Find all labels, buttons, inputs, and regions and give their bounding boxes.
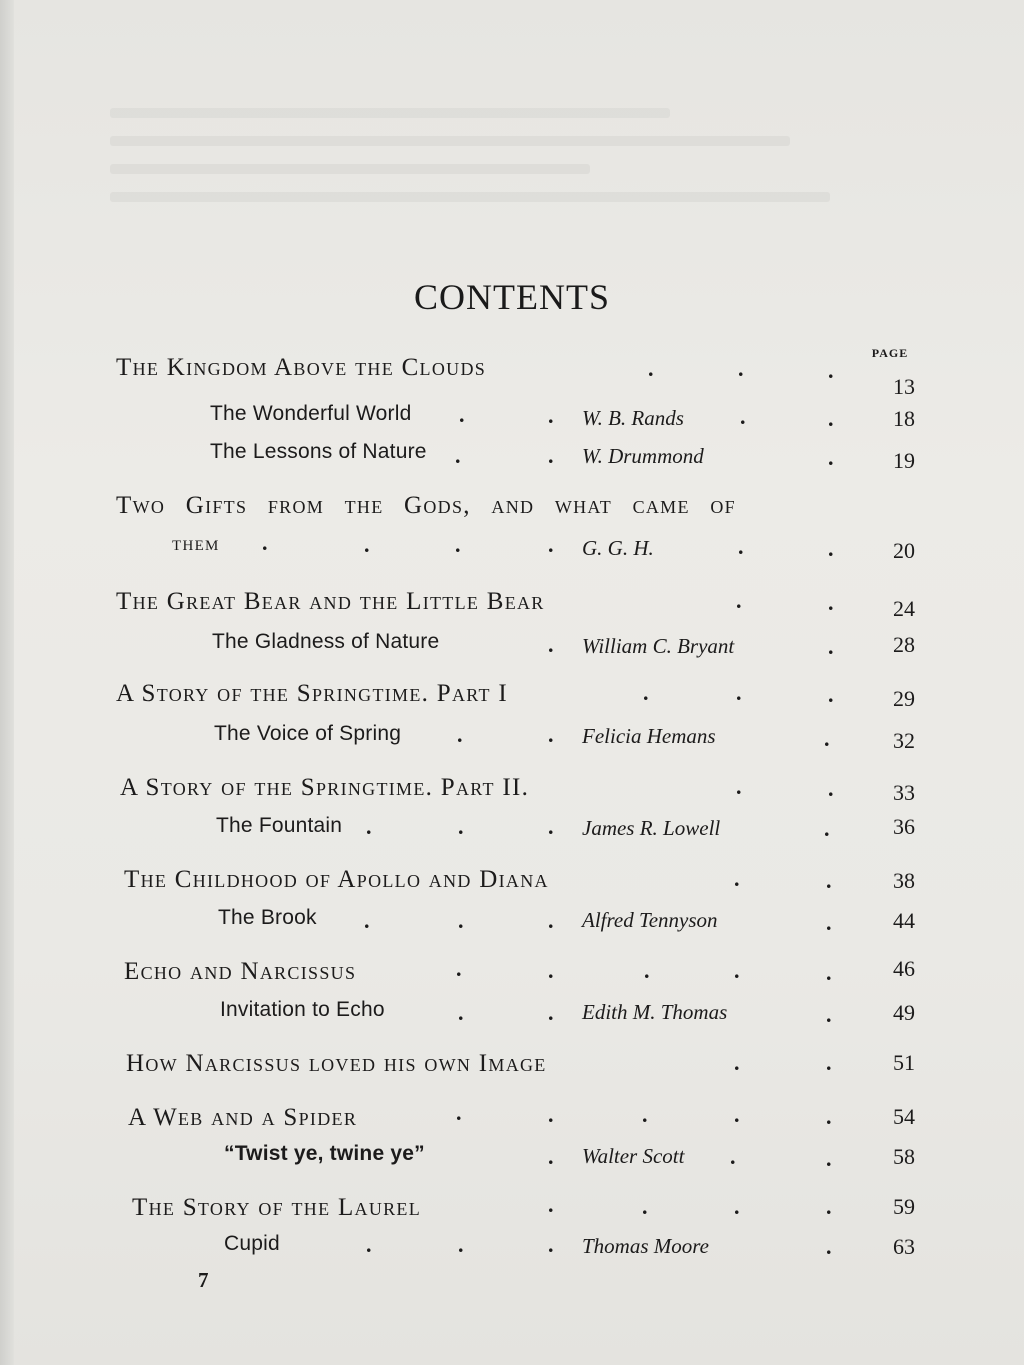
toc-entry — [0, 678, 1024, 718]
entry-author: Edith M. Thomas — [582, 1000, 728, 1024]
leader-dot: . — [828, 536, 834, 561]
leader-dot: . — [730, 1144, 736, 1169]
entry-title: The Kingdom Above the Clouds — [116, 354, 487, 381]
leader-dot: . — [643, 680, 649, 705]
leader-dot: . — [734, 1050, 740, 1075]
leader-dot: . — [548, 908, 554, 933]
leader-dot: . — [736, 588, 742, 613]
leader-dot: . — [648, 356, 654, 381]
leader-dot: . — [734, 1194, 740, 1219]
toc-entry — [0, 630, 1024, 670]
entry-page: 18 — [893, 406, 915, 431]
leader-dot: . — [826, 1234, 832, 1259]
leader-dot: . — [458, 908, 464, 933]
leader-dot: . — [826, 1194, 832, 1219]
entry-author: Alfred Tennyson — [582, 908, 718, 932]
entry-title: “Twist ye, twine ye” — [224, 1142, 425, 1165]
leader-dot: . — [826, 1146, 832, 1171]
leader-dot: . — [548, 443, 554, 468]
entry-page: 38 — [893, 868, 915, 893]
entry-page: 24 — [893, 596, 915, 621]
leader-dot: . — [826, 1050, 832, 1075]
toc-entry — [0, 1048, 1024, 1088]
leader-dot: . — [458, 1000, 464, 1025]
leader-dot: . — [826, 1002, 832, 1027]
toc-entry — [0, 722, 1024, 762]
entry-page: 63 — [893, 1234, 915, 1259]
entry-author: Walter Scott — [582, 1144, 685, 1168]
leader-dot: . — [366, 814, 372, 839]
entry-author: William C. Bryant — [582, 634, 735, 658]
toc-entry — [0, 1102, 1024, 1142]
leader-dot: . — [364, 532, 370, 557]
entry-page: 32 — [893, 728, 915, 753]
leader-dot: . — [734, 958, 740, 983]
leader-dot: . — [262, 530, 268, 555]
leader-dot: . — [826, 868, 832, 893]
entry-author: Felicia Hemans — [582, 724, 716, 748]
entry-title: The Voice of Spring — [214, 722, 402, 745]
leader-dot: . — [826, 910, 832, 935]
toc-entry — [0, 1142, 1024, 1182]
leader-dot: . — [738, 356, 744, 381]
entry-title: The Lessons of Nature — [210, 440, 427, 463]
entry-page: 58 — [893, 1144, 915, 1169]
leader-dot: . — [548, 1144, 554, 1169]
entry-page: 33 — [893, 780, 915, 805]
leader-dot: . — [740, 404, 746, 429]
entry-author: W. Drummond — [582, 444, 704, 468]
toc-entry — [0, 1192, 1024, 1232]
leader-dot: . — [828, 590, 834, 615]
page-column-label: PAGE — [871, 346, 909, 360]
entry-page: 49 — [893, 1000, 915, 1025]
leader-dot: . — [548, 532, 554, 557]
toc-entry — [0, 864, 1024, 904]
toc-entry — [0, 772, 1024, 812]
leader-dot: . — [548, 814, 554, 839]
toc-entry — [0, 492, 1024, 572]
entry-page: 20 — [893, 538, 915, 563]
entry-page: 54 — [893, 1104, 915, 1129]
entry-page: 29 — [893, 686, 915, 711]
leader-dot: . — [366, 1232, 372, 1257]
entry-page: 51 — [893, 1050, 915, 1075]
leader-dot: . — [364, 908, 370, 933]
entry-author: W. B. Rands — [582, 406, 684, 430]
page-title: CONTENTS — [414, 277, 610, 317]
leader-dot: . — [826, 1104, 832, 1129]
entry-page: 13 — [893, 374, 915, 399]
leader-dot: . — [548, 632, 554, 657]
leader-dot: . — [736, 774, 742, 799]
leader-dot: . — [642, 1194, 648, 1219]
toc-entry — [0, 1232, 1024, 1272]
leader-dot: . — [455, 443, 461, 468]
entry-page: 36 — [893, 814, 915, 839]
entry-author: G. G. H. — [582, 536, 654, 560]
toc-entry — [0, 906, 1024, 946]
leader-dot: . — [456, 956, 462, 981]
leader-dot: . — [548, 1000, 554, 1025]
entry-title: The Childhood of Apollo and Diana — [124, 866, 549, 893]
entry-author: Thomas Moore — [582, 1234, 709, 1258]
entry-title: Invitation to Echo — [220, 998, 385, 1021]
leader-dot: . — [548, 1192, 554, 1217]
leader-dot: . — [736, 680, 742, 705]
leader-dot: . — [548, 1102, 554, 1127]
leader-dot: . — [738, 534, 744, 559]
entry-page: 44 — [893, 908, 915, 933]
entry-title: How Narcissus loved his own Image — [126, 1050, 547, 1077]
entry-title: Two Gifts from the Gods, and what came of — [116, 492, 736, 519]
entry-page: 46 — [893, 956, 915, 981]
entry-title: The Wonderful World — [210, 402, 412, 425]
toc-entry — [0, 814, 1024, 854]
entry-title: A Web and a Spider — [128, 1104, 358, 1131]
entry-page: 19 — [893, 448, 915, 473]
entry-title: Echo and Narcissus — [124, 958, 357, 985]
toc-entry — [0, 586, 1024, 626]
leader-dot: . — [734, 1102, 740, 1127]
leader-dot: . — [548, 1232, 554, 1257]
leader-dot: . — [644, 958, 650, 983]
leader-dot: . — [548, 722, 554, 747]
leader-dot: . — [457, 722, 463, 747]
entry-title: A Story of the Springtime. Part I — [116, 680, 508, 707]
entry-author: James R. Lowell — [582, 816, 721, 840]
entry-title: The Great Bear and the Little Bear — [116, 588, 545, 615]
leader-dot: . — [824, 726, 830, 751]
entry-title-continued: them — [172, 530, 220, 555]
leader-dot: . — [828, 406, 834, 431]
leader-dot: . — [458, 1232, 464, 1257]
leader-dot: . — [548, 958, 554, 983]
entry-title: Cupid — [224, 1232, 280, 1255]
toc-entry — [0, 402, 1024, 442]
entry-title: A Story of the Springtime. Part II. — [120, 774, 530, 801]
leader-dot: . — [734, 866, 740, 891]
toc-entry — [0, 352, 1024, 399]
leader-dot: . — [828, 445, 834, 470]
entry-title: The Gladness of Nature — [212, 630, 440, 653]
leader-dot: . — [828, 776, 834, 801]
leader-dot: . — [458, 814, 464, 839]
leader-dot: . — [456, 1100, 462, 1125]
leader-dot: . — [824, 816, 830, 841]
leader-dot: . — [548, 403, 554, 428]
leader-dot: . — [455, 532, 461, 557]
leader-dot: . — [459, 402, 465, 427]
entry-title: The Story of the Laurel — [132, 1194, 422, 1221]
entry-title: The Brook — [218, 906, 317, 929]
entry-page: 59 — [893, 1194, 915, 1219]
toc-entry — [0, 440, 1024, 480]
leader-dot: . — [828, 634, 834, 659]
leader-dot: . — [828, 682, 834, 707]
leader-dot: . — [826, 960, 832, 985]
entry-page: 28 — [893, 632, 915, 657]
page-number: 7 — [198, 1268, 209, 1292]
entry-title: The Fountain — [216, 814, 343, 837]
leader-dot: . — [828, 358, 834, 383]
toc-entry — [0, 998, 1024, 1038]
leader-dot: . — [642, 1102, 648, 1127]
toc-entry — [0, 956, 1024, 996]
